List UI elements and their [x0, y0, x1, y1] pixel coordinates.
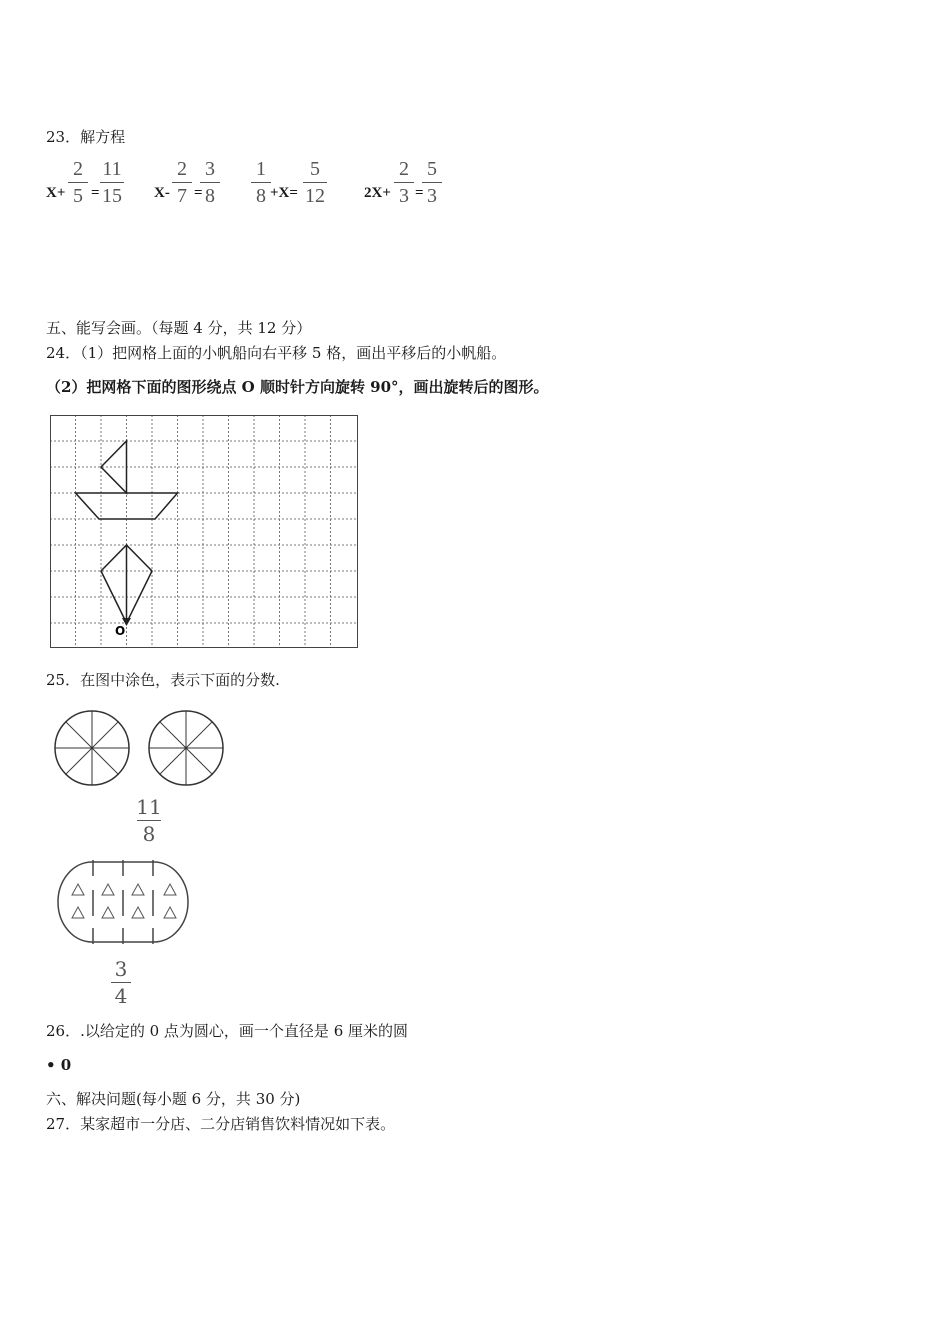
- equation-1: [46, 158, 126, 210]
- fraction: [302, 158, 328, 207]
- fraction: [99, 158, 125, 207]
- equals-sign: =: [194, 185, 203, 201]
- grid-lines: [50, 415, 358, 648]
- fraction: [199, 158, 221, 207]
- q24-part1: 24．（1）把网格上面的小帆船向右平移 5 格，画出平移后的小帆船。: [46, 344, 507, 362]
- fraction: [250, 158, 272, 207]
- numerator: 5: [310, 158, 320, 180]
- numerator: 2: [177, 158, 187, 180]
- center-point-label: • 0: [46, 1056, 72, 1074]
- denominator: 3: [399, 185, 409, 207]
- circle-right: [146, 708, 226, 788]
- denominator: 8: [142, 822, 156, 846]
- q23-title: 23．解方程: [46, 128, 126, 146]
- denominator: 7: [177, 185, 187, 207]
- equation-2: [154, 158, 224, 210]
- fraction: [393, 158, 415, 207]
- denominator: 4: [114, 984, 128, 1008]
- point-o-label: O: [115, 624, 126, 638]
- grid-figure: [50, 415, 360, 650]
- q24-part2: （2）把网格下面的图形绕点 O 顺时针方向旋转 90°，画出旋转后的图形。: [46, 378, 549, 396]
- equation-lhs: X-: [154, 185, 170, 201]
- numerator: 11: [102, 158, 122, 180]
- q26-text: 26．.以给定的 0 点为圆心，画一个直径是 6 厘米的圆: [46, 1022, 409, 1040]
- triangle-capsule: [56, 860, 196, 944]
- equation-4: [364, 158, 444, 210]
- denominator: 8: [256, 185, 266, 207]
- numerator: 5: [427, 158, 437, 180]
- equation-lhs: 2X+: [364, 185, 391, 201]
- numerator: 1: [256, 158, 266, 180]
- numerator: 3: [205, 158, 215, 180]
- fraction: [421, 158, 443, 207]
- denominator: 15: [102, 185, 122, 207]
- fraction: [67, 158, 89, 207]
- equals-sign: =: [91, 185, 100, 201]
- fraction-3-4: [110, 958, 132, 1007]
- equation-3: [250, 158, 330, 210]
- q27-text: 27．某家超市一分店、二分店销售饮料情况如下表。: [46, 1115, 396, 1133]
- numerator: 11: [136, 795, 162, 819]
- numerator: 2: [399, 158, 409, 180]
- circle-left: [52, 708, 132, 788]
- numerator: 2: [73, 158, 83, 180]
- denominator: 3: [427, 185, 437, 207]
- equals-sign: =: [415, 185, 424, 201]
- q25-text: 25．在图中涂色，表示下面的分数.: [46, 671, 280, 689]
- section-6-heading: 六、解决问题(每小题 6 分，共 30 分): [46, 1090, 301, 1108]
- fraction-11-8: [136, 796, 162, 845]
- denominator: 12: [305, 185, 325, 207]
- fraction: [171, 158, 193, 207]
- numerator: 3: [114, 957, 128, 981]
- equation-lhs: X+: [46, 185, 66, 201]
- denominator: 8: [205, 185, 215, 207]
- denominator: 5: [73, 185, 83, 207]
- section-5-heading: 五、能写会画。（每题 4 分，共 12 分）: [46, 319, 312, 337]
- equation-middle: +X=: [270, 185, 298, 201]
